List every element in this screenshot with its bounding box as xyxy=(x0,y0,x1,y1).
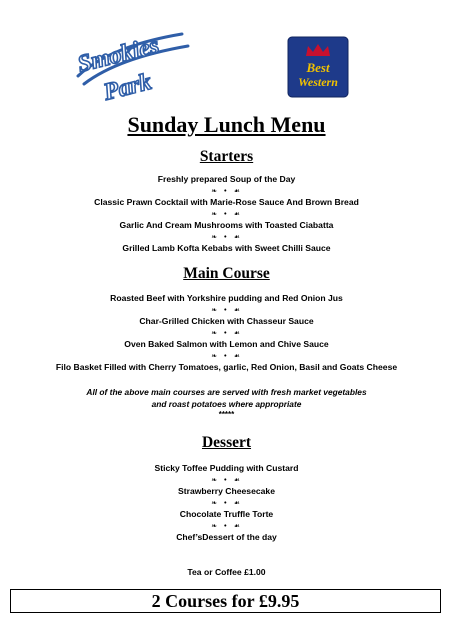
dessert-item: Chef’sDessert of the day xyxy=(176,532,277,542)
separator: ❧ • ☙ xyxy=(211,475,242,484)
separator: ❧ • ☙ xyxy=(211,351,242,360)
main-item: Filo Basket Filled with Cherry Tomatoes, garlic, Red Onion, Basil and Goats Cheese xyxy=(55,362,398,372)
tea-coffee-price: Tea or Coffee £1.00 xyxy=(187,567,266,577)
svg-text:Best: Best xyxy=(306,60,330,75)
main-course-note xyxy=(0,387,453,410)
main-course-heading: Main Course xyxy=(183,265,270,282)
dessert-item: Sticky Toffee Pudding with Custard xyxy=(154,463,299,473)
main-item: Oven Baked Salmon with Lemon and Chive Sauce xyxy=(124,339,329,349)
starters-list xyxy=(0,174,453,255)
dessert-item: Chocolate Truffle Torte xyxy=(179,509,274,519)
svg-text:Smokies: Smokies xyxy=(75,32,162,78)
note-line-2: and roast potatoes where appropriate xyxy=(151,398,302,409)
starter-item: Freshly prepared Soup of the Day xyxy=(157,174,296,184)
separator: ❧ • ☙ xyxy=(211,521,242,530)
note-line-1: All of the above main courses are served with fresh market vegetables xyxy=(86,387,367,397)
separator: ❧ • ☙ xyxy=(211,498,242,507)
separator: ❧ • ☙ xyxy=(211,209,242,218)
dessert-item: Strawberry Cheesecake xyxy=(178,486,275,496)
dessert-heading: Dessert xyxy=(201,434,252,451)
svg-text:Western: Western xyxy=(298,75,338,89)
separator: ❧ • ☙ xyxy=(211,328,242,337)
starter-item: Classic Prawn Cocktail with Marie-Rose Sauce And Brown Bread xyxy=(94,197,359,207)
starter-item: Grilled Lamb Kofta Kebabs with Sweet Chilli Sauce xyxy=(122,243,331,253)
dessert-list xyxy=(0,463,453,544)
menu-title: Sunday Lunch Menu xyxy=(127,112,326,137)
separator: ❧ • ☙ xyxy=(211,232,242,241)
smokies-park-logo xyxy=(70,28,195,106)
main-item: Char-Grilled Chicken with Chasseur Sauce xyxy=(139,316,314,326)
best-western-logo xyxy=(287,36,349,98)
svg-text:Park: Park xyxy=(101,68,155,106)
starters-heading: Starters xyxy=(199,148,254,165)
separator: ❧ • ☙ xyxy=(211,305,242,314)
separator: ❧ • ☙ xyxy=(211,186,242,195)
logo-bar xyxy=(0,28,453,108)
main-item: Roasted Beef with Yorkshire pudding and Red Onion Jus xyxy=(110,293,343,303)
starter-item: Garlic And Cream Mushrooms with Toasted Ciabatta xyxy=(119,220,334,230)
main-course-list xyxy=(0,293,453,374)
stars-divider: ***** xyxy=(218,410,235,419)
price-text: 2 Courses for £9.95 xyxy=(151,591,300,611)
price-banner xyxy=(10,589,441,613)
